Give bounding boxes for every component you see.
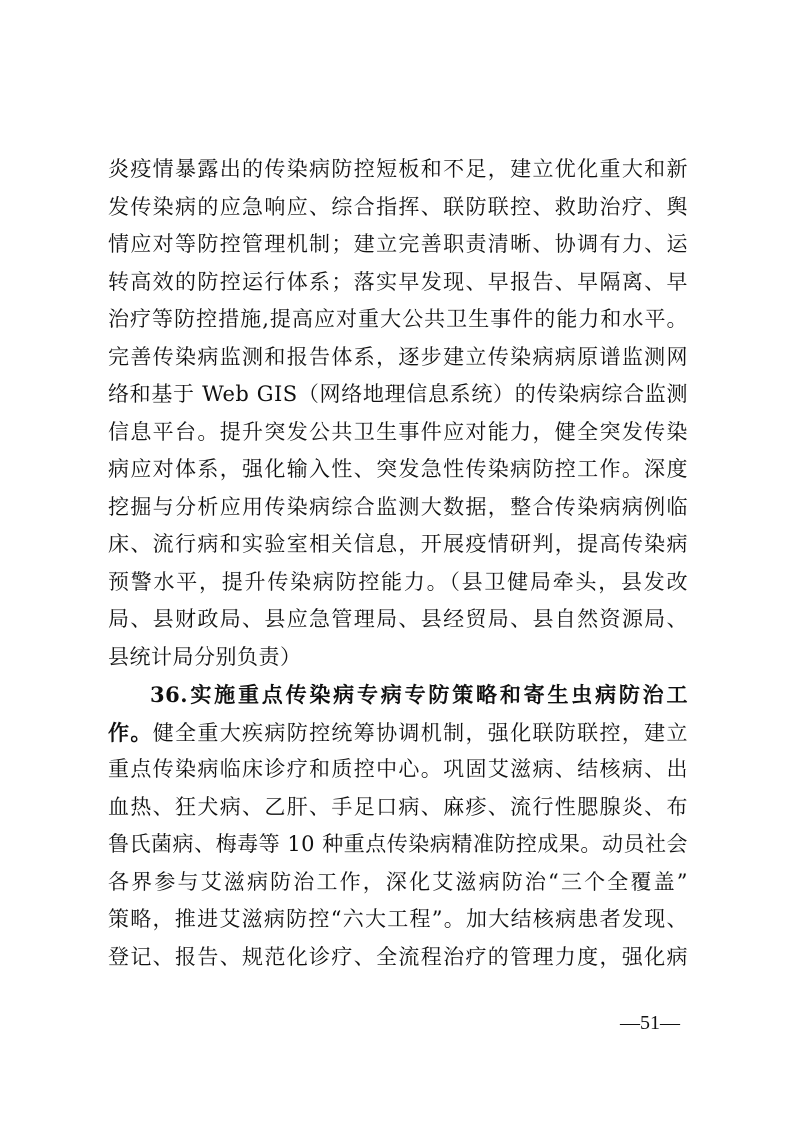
paragraph-line: 治疗等防控措施,提高应对重大公共卫生事件的能力和水平。 <box>108 307 688 331</box>
body-text <box>108 151 688 976</box>
paragraph-line: 络和基于 Web GIS（网络地理信息系统）的传染病综合监测 <box>108 382 688 406</box>
paragraph-line: 局、县财政局、县应急管理局、县经贸局、县自然资源局、 <box>108 607 688 631</box>
paragraph-line: 挖掘与分析应用传染病综合监测大数据，整合传染病病例临 <box>108 494 688 519</box>
paragraph-line: 各界参与艾滋病防治工作，深化艾滋病防治“三个全覆盖” <box>108 869 688 894</box>
paragraph-line: 登记、报告、规范化诊疗、全流程治疗的管理力度，强化病 <box>108 944 688 969</box>
paragraph-line: 床、流行病和实验室相关信息，开展疫情研判，提高传染病 <box>108 532 688 556</box>
section-heading-end: 作。 <box>108 719 153 745</box>
section-text: 健全重大疾病防控统筹协调机制，强化联防联控，建立 <box>152 720 689 745</box>
section-heading-continuation <box>108 714 688 752</box>
paragraph-line: 转高效的防控运行体系；落实早发现、早报告、早隔离、早 <box>108 269 688 294</box>
paragraph-line: 炎疫情暴露出的传染病防控短板和不足，建立优化重大和新 <box>108 157 688 181</box>
page-number: —51— <box>620 1012 680 1034</box>
paragraph-line: 完善传染病监测和报告体系，逐步建立传染病病原谱监测网 <box>108 344 688 369</box>
paragraph-line: 重点传染病临床诊疗和质控中心。巩固艾滋病、结核病、出 <box>108 757 688 781</box>
paragraph-line: 病应对体系，强化输入性、突发急性传染病防控工作。深度 <box>108 457 688 481</box>
paragraph-line: 县统计局分别负责） <box>108 644 302 669</box>
paragraph-line: 鲁氏菌病、梅毒等 10 种重点传染病精准防控成果。动员社会 <box>108 832 688 856</box>
paragraph-line: 血热、狂犬病、乙肝、手足口病、麻疹、流行性腮腺炎、布 <box>108 794 688 819</box>
paragraph-line: 预警水平，提升传染病防控能力。（县卫健局牵头，县发改 <box>108 569 688 594</box>
paragraph-line: 情应对等防控管理机制；建立完善职责清晰、协调有力、运 <box>108 232 688 256</box>
section-heading: 36.实施重点传染病专病专防策略和寄生虫病防治工 <box>150 682 688 707</box>
paragraph-line: 信息平台。提升突发公共卫生事件应对能力，健全突发传染 <box>108 419 688 444</box>
paragraph-line: 发传染病的应急响应、综合指挥、联防联控、救助治疗、舆 <box>108 194 688 219</box>
paragraph-line: 策略，推进艾滋病防控“六大工程”。加大结核病患者发现、 <box>108 907 688 931</box>
